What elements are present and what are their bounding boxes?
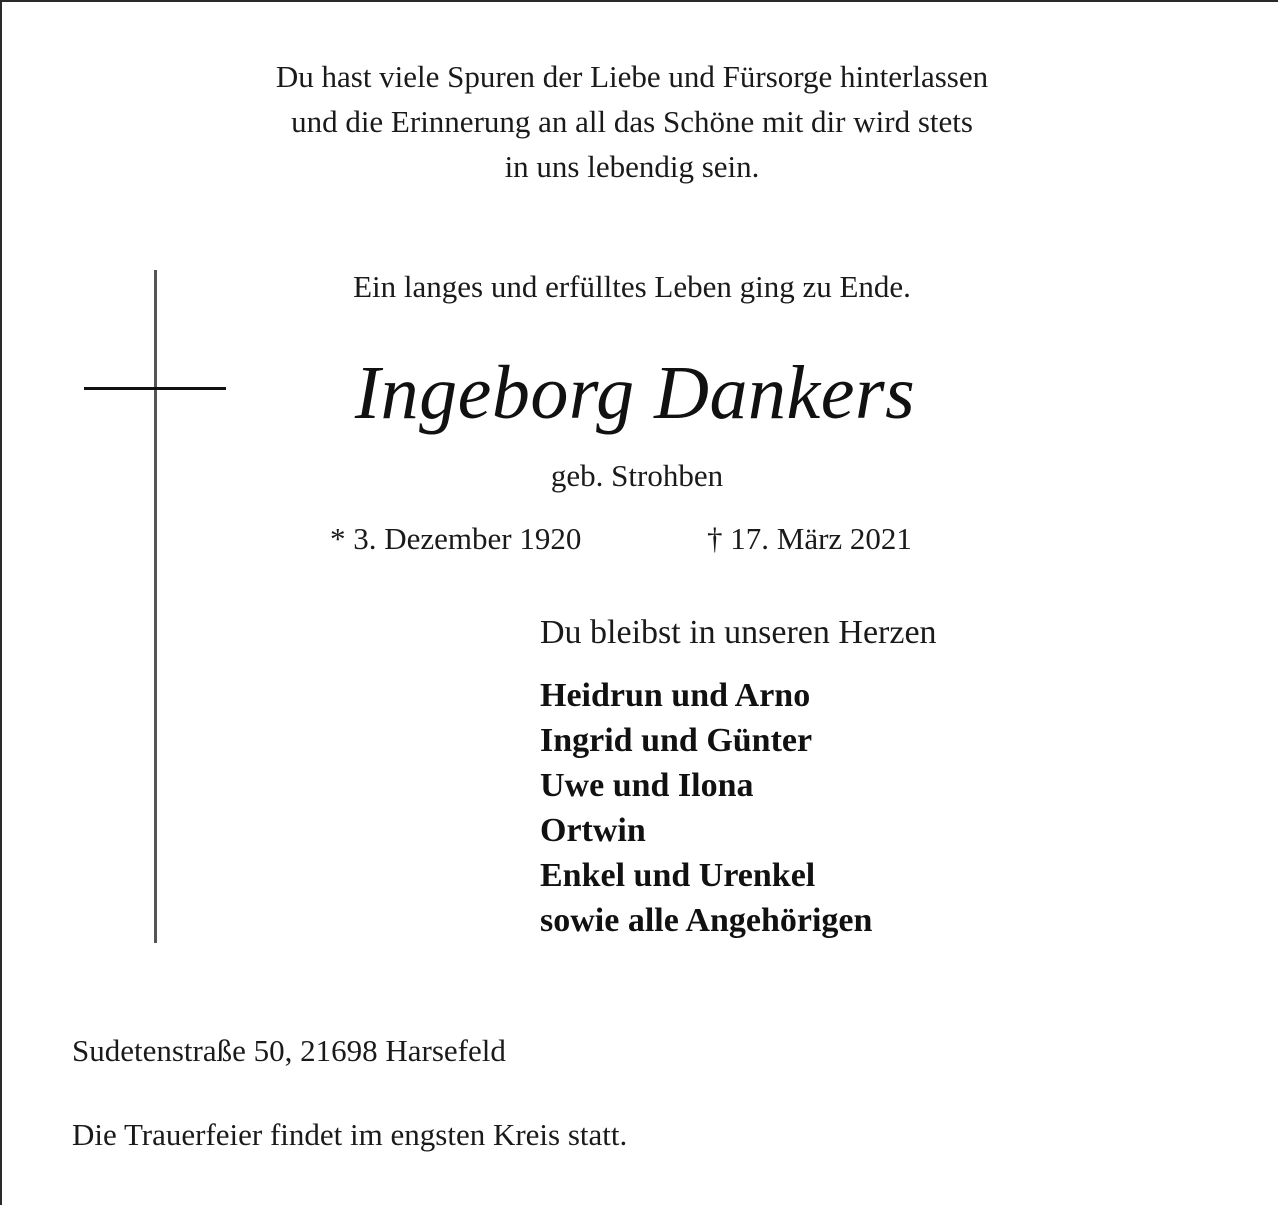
memorial-verse — [2, 54, 1262, 189]
mourner-entry: sowie alle Angehörigen — [540, 902, 873, 939]
remembrance-tagline: Du bleibst in unseren Herzen — [540, 614, 937, 651]
mourner-entry: Heidrun und Arno — [540, 677, 811, 714]
family-address: Sudetenstraße 50, 21698 Harsefeld — [72, 1033, 506, 1068]
maiden-name: geb. Strohben — [550, 458, 724, 493]
mourner-entry: Uwe und Ilona — [540, 767, 754, 804]
intro-line: Ein langes und erfülltes Leben ging zu Ende. — [353, 269, 911, 304]
birth-date: * 3. Dezember 1920 — [330, 521, 582, 556]
mourner-entry: Ingrid und Günter — [540, 722, 813, 759]
mourner-entry: Enkel und Urenkel — [540, 857, 816, 894]
death-date: † 17. März 2021 — [707, 521, 912, 556]
funeral-service-note: Die Trauerfeier findet im engsten Kreis statt. — [72, 1117, 628, 1152]
verse-line: und die Erinnerung an all das Schöne mit dir wird stets — [291, 104, 973, 139]
verse-line: in uns lebendig sein. — [504, 149, 760, 184]
verse-line: Du hast viele Spuren der Liebe und Fürsorge hinterlassen — [275, 59, 989, 94]
mourner-entry: Ortwin — [540, 812, 646, 849]
deceased-name: Ingeborg Dankers — [354, 351, 916, 435]
mourners-list — [540, 673, 872, 943]
